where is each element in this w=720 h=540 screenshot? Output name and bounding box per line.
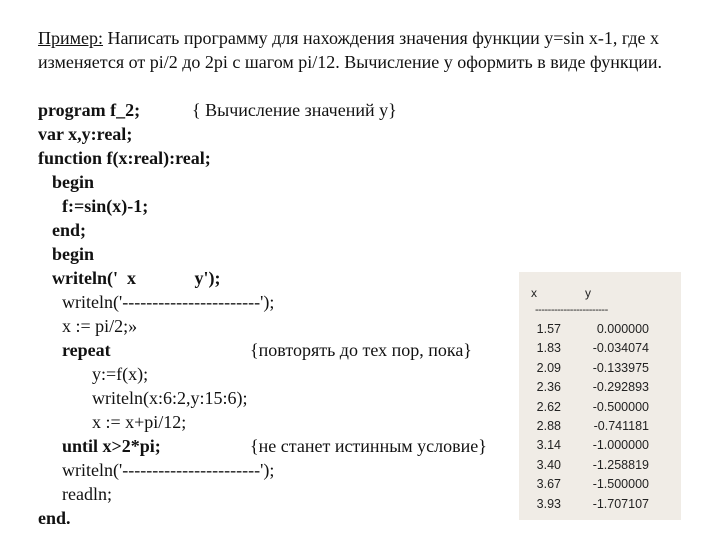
output-y-value: -1.000000 bbox=[592, 438, 649, 453]
code-line-var: var x,y:real; bbox=[38, 124, 133, 144]
code-comment-program: { Вычисление значений y} bbox=[192, 100, 397, 120]
output-y-value: -1.258819 bbox=[592, 457, 649, 472]
code-line-writeln-sep1: writeln('-----------------------'); bbox=[62, 292, 275, 312]
code-comment-repeat: {повторять до тех пор, пока} bbox=[250, 340, 472, 360]
code-line-readln: readln; bbox=[62, 484, 112, 504]
output-row bbox=[519, 378, 681, 397]
output-row bbox=[519, 475, 681, 494]
code-comment-until: {не станет истинным условие} bbox=[250, 436, 487, 456]
output-y-value: -0.292893 bbox=[592, 380, 649, 395]
output-y-value: 0.000000 bbox=[596, 322, 649, 336]
code-line-begin-func: begin bbox=[52, 172, 95, 192]
output-row bbox=[519, 320, 681, 339]
output-y-value: -0.741181 bbox=[593, 418, 649, 433]
output-row bbox=[519, 398, 681, 417]
task-text: Написать программу для нахождения значения функции y=sin x-1, где x изменяется от pi/2 до 2pi с шагом pi/12. Вычисление y оформить в виде функции. bbox=[38, 28, 662, 72]
code-line-end-program: end. bbox=[38, 508, 71, 528]
output-row bbox=[519, 456, 681, 475]
output-x-value: 2.62 bbox=[536, 399, 561, 414]
output-row bbox=[519, 495, 681, 514]
output-x-value: 2.09 bbox=[536, 360, 561, 375]
output-x-value: 3.14 bbox=[536, 438, 561, 453]
code-line-end-func: end; bbox=[52, 220, 87, 240]
code-line-writeln-values: writeln(x:6:2,y:15:6); bbox=[92, 388, 248, 408]
code-line-increment-x: x := x+pi/12; bbox=[92, 412, 187, 432]
output-y-value: -0.034074 bbox=[592, 341, 649, 356]
output-x-value: 2.36 bbox=[536, 380, 561, 395]
code-line-writeln-header: writeln(' x y'); bbox=[52, 268, 221, 288]
task-label: Пример: bbox=[38, 28, 104, 48]
output-header-y: y bbox=[585, 286, 591, 300]
output-row bbox=[519, 417, 681, 436]
code-line-function: function f(x:real):real; bbox=[38, 148, 211, 168]
code-line-program: program f_2; bbox=[38, 100, 141, 120]
output-y-value: -0.500000 bbox=[592, 399, 649, 414]
output-rows bbox=[519, 320, 681, 514]
code-line-assign-f: f:=sin(x)-1; bbox=[62, 196, 149, 216]
output-x-value: 3.93 bbox=[536, 496, 561, 511]
code-line-until: until x>2*pi; bbox=[62, 436, 161, 456]
code-line-begin-main: begin bbox=[52, 244, 95, 264]
output-x-value: 3.67 bbox=[536, 477, 561, 492]
output-header-x: x bbox=[531, 286, 537, 300]
output-x-value: 1.57 bbox=[536, 322, 561, 336]
output-y-value: -1.500000 bbox=[592, 477, 649, 492]
code-line-repeat: repeat bbox=[62, 340, 111, 360]
output-x-value: 1.83 bbox=[536, 341, 561, 356]
output-x-value: 3.40 bbox=[536, 457, 561, 472]
code-line-writeln-sep2: writeln('-----------------------'); bbox=[62, 460, 275, 480]
task-statement bbox=[38, 26, 698, 74]
output-row bbox=[519, 339, 681, 358]
output-row bbox=[519, 436, 681, 455]
code-line-init-x: x := pi/2;» bbox=[62, 316, 138, 336]
output-y-value: -0.133975 bbox=[592, 360, 649, 375]
output-row bbox=[519, 359, 681, 378]
output-x-value: 2.88 bbox=[536, 418, 561, 433]
code-line-compute-y: y:=f(x); bbox=[92, 364, 149, 384]
output-separator: ----------------------- bbox=[535, 304, 608, 316]
output-panel bbox=[519, 272, 681, 520]
output-y-value: -1.707107 bbox=[592, 496, 649, 511]
